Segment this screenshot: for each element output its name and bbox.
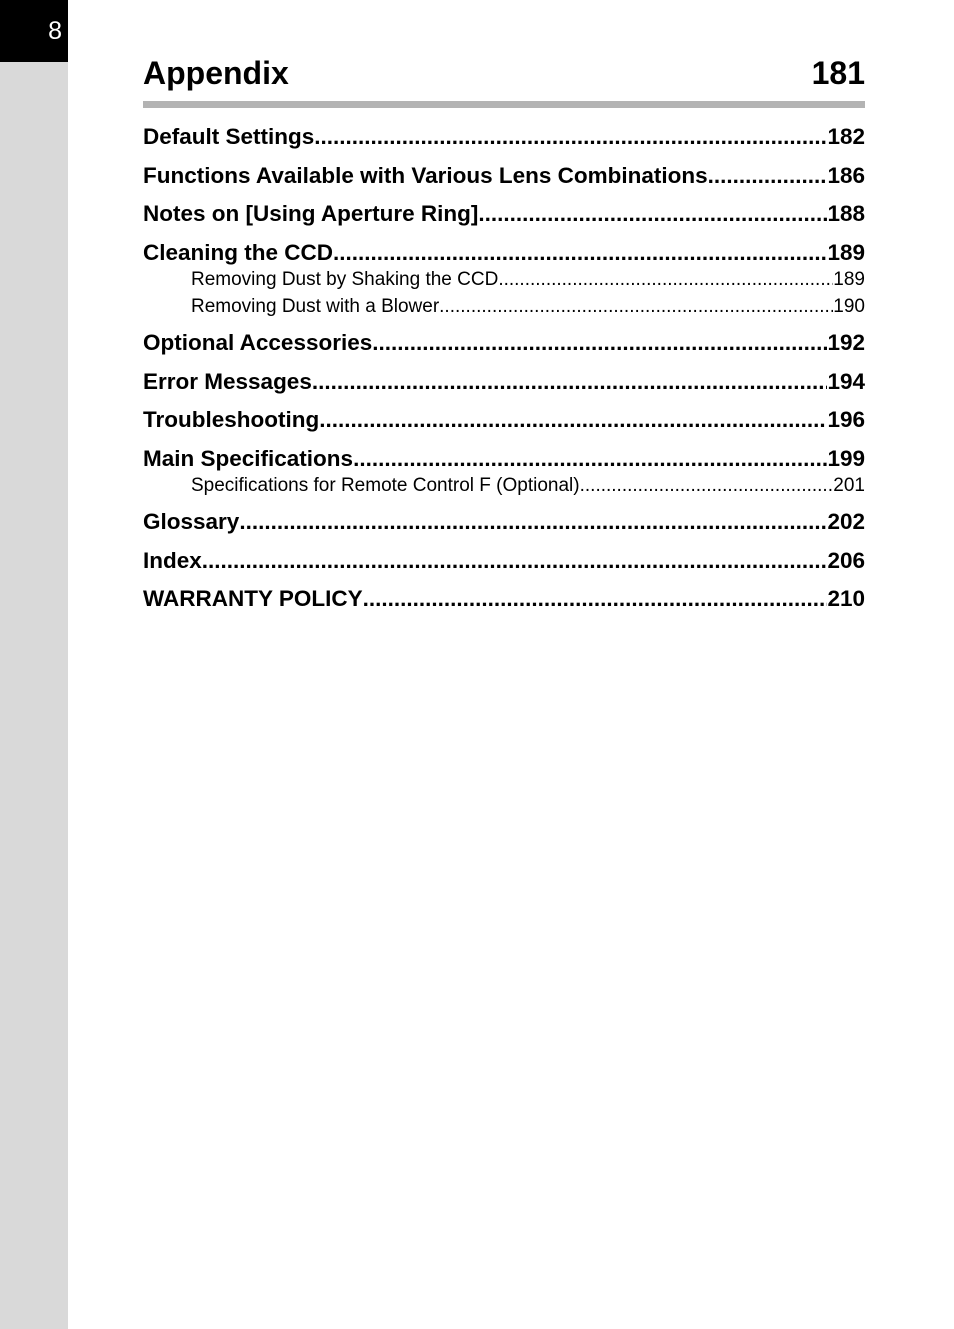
section-title: Appendix [143, 55, 289, 91]
section-page-number[interactable]: 181 [811, 55, 865, 91]
toc-entry-aperture-ring[interactable] [143, 195, 865, 234]
toc-entry-page: 190 [833, 293, 865, 320]
toc-subentry-blower[interactable] [143, 293, 865, 320]
dot-leader [363, 580, 828, 619]
dot-leader [372, 324, 827, 363]
toc-entry-error-messages[interactable] [143, 363, 865, 402]
toc-entry-default-settings[interactable] [143, 118, 865, 157]
toc-entry-warranty-policy[interactable] [143, 580, 865, 619]
toc-entry-label: Specifications for Remote Control F (Optional) [191, 472, 580, 499]
toc-entry-glossary[interactable] [143, 503, 865, 542]
toc-entry-page: 189 [827, 234, 865, 273]
toc-entry-label: Removing Dust by Shaking the CCD [191, 266, 498, 293]
toc-entry-label: Notes on [Using Aperture Ring] [143, 195, 478, 234]
toc-entry-page: 194 [827, 363, 865, 402]
toc-entry-label: Cleaning the CCD [143, 234, 333, 273]
toc-entry-label: Error Messages [143, 363, 312, 402]
dot-leader [319, 401, 827, 440]
toc-subentry-shaking-ccd[interactable] [143, 266, 865, 293]
toc-entry-label: Main Specifications [143, 440, 353, 479]
toc-entry-page: 192 [827, 324, 865, 363]
side-strip [0, 0, 68, 1329]
toc-entry-label: Glossary [143, 503, 239, 542]
header-rule [143, 101, 865, 108]
toc-entry-page: 189 [833, 266, 865, 293]
toc-entry-label: Optional Accessories [143, 324, 372, 363]
toc-entry-label: Removing Dust with a Blower [191, 293, 439, 320]
toc-entry-label: Index [143, 542, 202, 581]
toc-entry-label: WARRANTY POLICY [143, 580, 363, 619]
toc-entry-page: 199 [827, 440, 865, 479]
dot-leader [708, 157, 828, 196]
dot-leader [498, 266, 833, 293]
toc-subentry-remote-control[interactable] [143, 472, 865, 499]
dot-leader [580, 472, 834, 499]
dot-leader [202, 542, 828, 581]
toc-entry-optional-accessories[interactable] [143, 324, 865, 363]
toc-entry-page: 186 [827, 157, 865, 196]
toc-entry-page: 206 [827, 542, 865, 581]
toc-entry-index[interactable] [143, 542, 865, 581]
dot-leader [312, 363, 828, 402]
toc-entry-page: 202 [827, 503, 865, 542]
dot-leader [439, 293, 833, 320]
toc-entry-page: 196 [827, 401, 865, 440]
toc-entry-lens-combinations[interactable] [143, 157, 865, 196]
dot-leader [239, 503, 827, 542]
page-number-tab: 8 [0, 0, 68, 62]
toc-entry-page: 201 [833, 472, 865, 499]
section-header [143, 52, 865, 94]
toc-entry-page: 188 [827, 195, 865, 234]
toc-entry-page: 210 [827, 580, 865, 619]
dot-leader [314, 118, 827, 157]
toc-entry-label: Troubleshooting [143, 401, 319, 440]
dot-leader [478, 195, 827, 234]
toc-entry-page: 182 [827, 118, 865, 157]
toc-entry-label: Functions Available with Various Lens Combinations [143, 157, 708, 196]
toc-entry-label: Default Settings [143, 118, 314, 157]
toc-list [143, 118, 865, 619]
toc-entry-troubleshooting[interactable] [143, 401, 865, 440]
